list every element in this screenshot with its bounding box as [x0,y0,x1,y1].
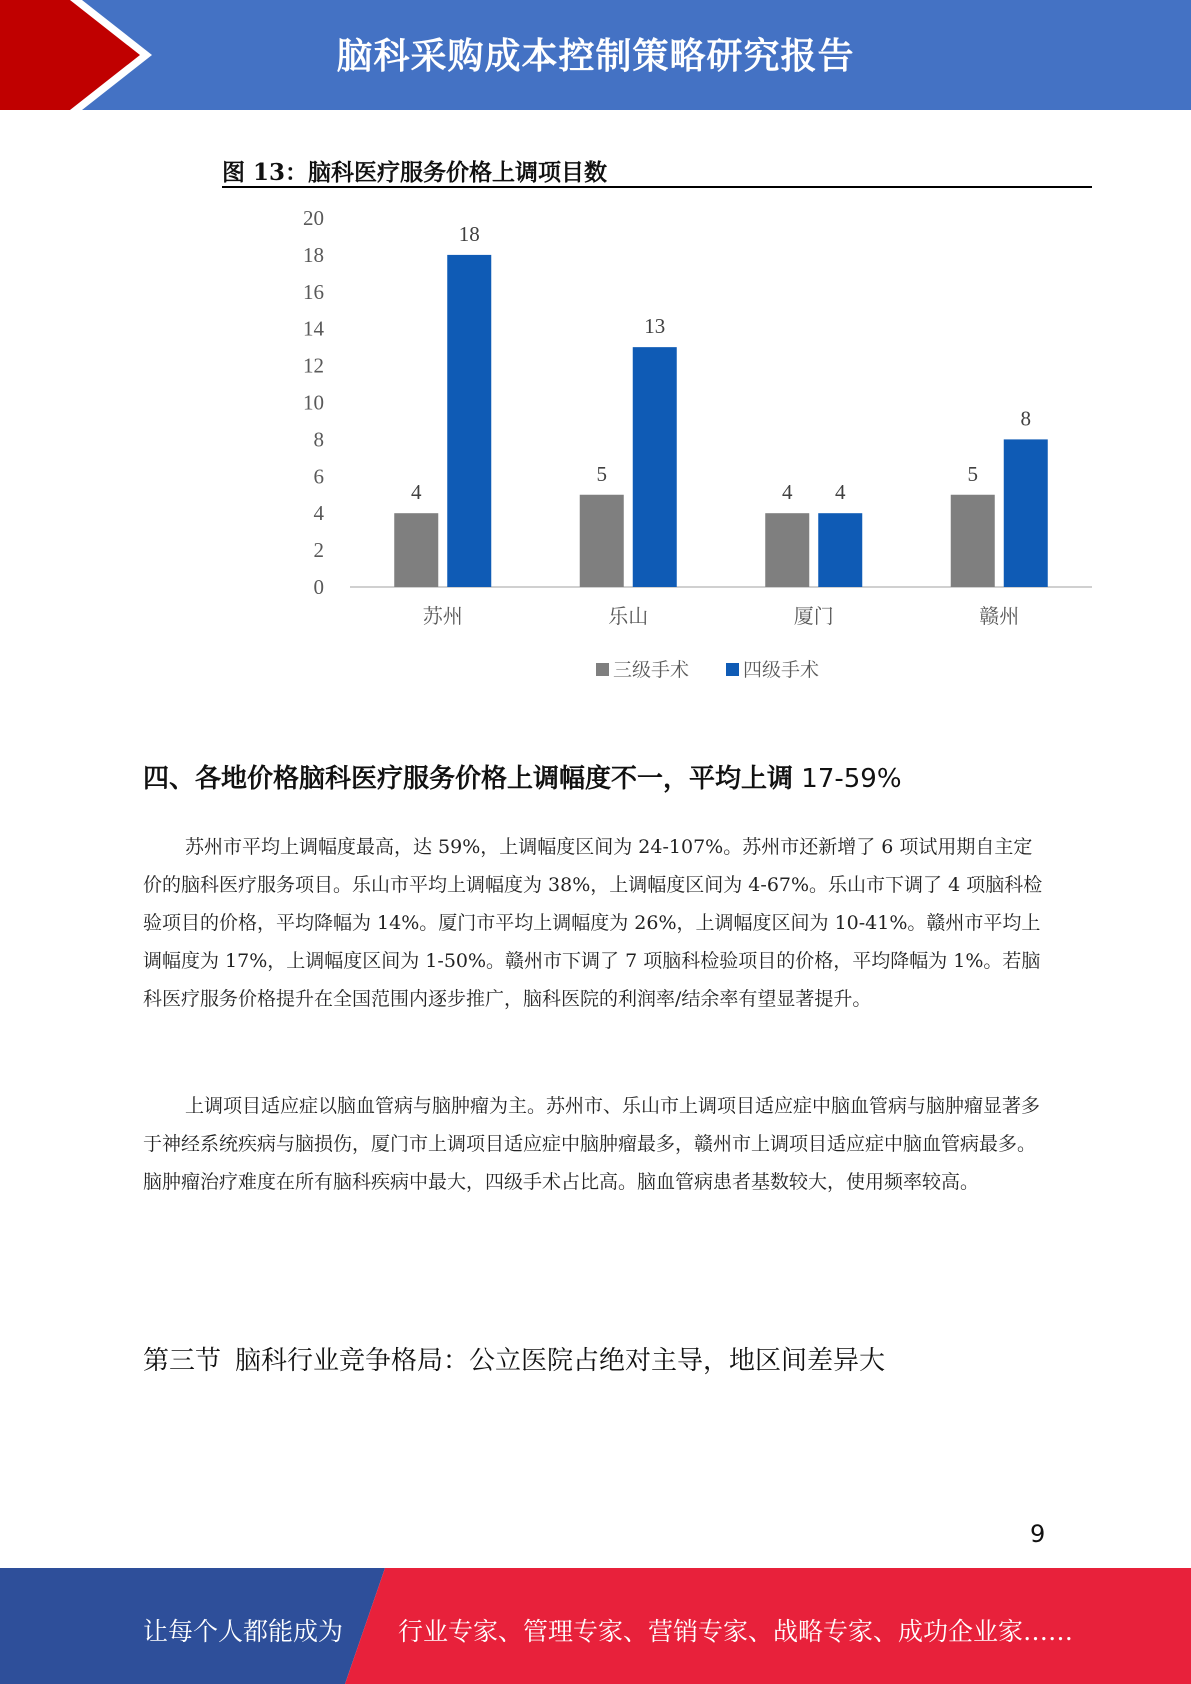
legend-label: 三级手术 [613,660,690,681]
page-header [0,0,1191,110]
data-label: 5 [967,461,978,486]
y-tick-label: 12 [303,353,324,378]
y-tick-label: 0 [313,575,324,599]
subsection-heading [143,1340,885,1377]
bar-chart [222,190,1102,690]
bar [951,495,995,587]
x-tick-label: 乐山 [608,606,649,628]
x-axis-labels [423,604,1020,628]
legend-label: 四级手术 [743,660,820,681]
data-labels-group [411,222,1031,504]
footer-slogan-right: 行业专家、管理专家、营销专家、战略专家、成功企业家…… [398,1617,1074,1646]
page-number: 9 [1030,1520,1046,1548]
x-tick-label: 厦门 [793,606,834,628]
y-tick-label: 10 [303,390,324,415]
y-tick-label: 20 [303,206,324,230]
chart-legend [596,659,819,681]
data-label: 18 [458,221,480,246]
y-tick-label: 16 [303,279,324,304]
legend-swatch [596,663,609,676]
bar [1004,439,1048,587]
data-label: 4 [411,480,422,505]
x-tick-label: 苏州 [422,606,463,628]
data-label: 13 [644,314,666,339]
y-tick-label: 8 [313,427,324,452]
caption-divider [222,186,1092,188]
data-label: 8 [1020,406,1031,431]
y-tick-label: 6 [313,464,324,489]
y-axis-ticks [303,206,325,599]
bar [447,255,491,587]
section-heading-text: 四、各地价格脑科医疗服务价格上调幅度不一，平均上调 [143,764,794,794]
y-tick-label: 18 [303,242,324,267]
y-tick-label: 2 [313,538,324,563]
y-tick-label: 14 [303,316,324,341]
page-footer [0,1568,1191,1684]
figure-caption: 图 13：脑科医疗服务价格上调项目数 [222,159,608,186]
report-title: 脑科采购成本控制策略研究报告 [336,36,855,77]
bar [394,513,438,587]
data-label: 5 [596,461,607,486]
section-heading [143,758,902,795]
paragraph-price-increase: 苏州市平均上调幅度最高，达 59%，上调幅度区间为 24-107%。苏州市还新增了 6 项试用期自主定价的脑科医疗服务项目。乐山市平均上调幅度为 38%，上调幅度区间为 4-67%。乐山市下调了 4 项脑科检验项目的价格，平均降幅为 14%。厦门市平均上调幅度为 26%，上调幅度区间为 10-41%。赣州市平均上调幅度为 17%，上调幅度区间为 1-50%。赣州市下调了 7 项脑科检验项目的价格，平均降幅为 1%。若脑科医疗服务价格提升在全国范围内逐步推广，脑科医院的利润率/结余率有望显著提升。 [143,836,1043,1010]
bars-group [394,255,1048,587]
legend-swatch [726,663,739,676]
bar [580,495,624,587]
subsection-label: 第三节 [143,1346,222,1376]
bar [818,513,862,587]
bar [633,347,677,587]
footer-slogan-left: 让每个人都能成为 [143,1617,344,1646]
y-tick-label: 4 [313,501,324,526]
paragraph-indications: 上调项目适应症以脑血管病与脑肿瘤为主。苏州市、乐山市上调项目适应症中脑血管病与脑肿瘤显著多于神经系统疾病与脑损伤，厦门市上调项目适应症中脑肿瘤最多，赣州市上调项目适应症中脑血管病最多。脑肿瘤治疗难度在所有脑科疾病中最大，四级手术占比高。脑血管病患者基数较大，使用频率较高。 [143,1095,1041,1193]
bar [765,513,809,587]
data-label: 4 [782,480,793,505]
x-tick-label: 赣州 [979,606,1020,628]
section-heading-range: 17-59% [793,764,902,794]
subsection-title: 脑科行业竞争格局：公立医院占绝对主导，地区间差异大 [235,1346,886,1376]
data-label: 4 [835,480,846,505]
